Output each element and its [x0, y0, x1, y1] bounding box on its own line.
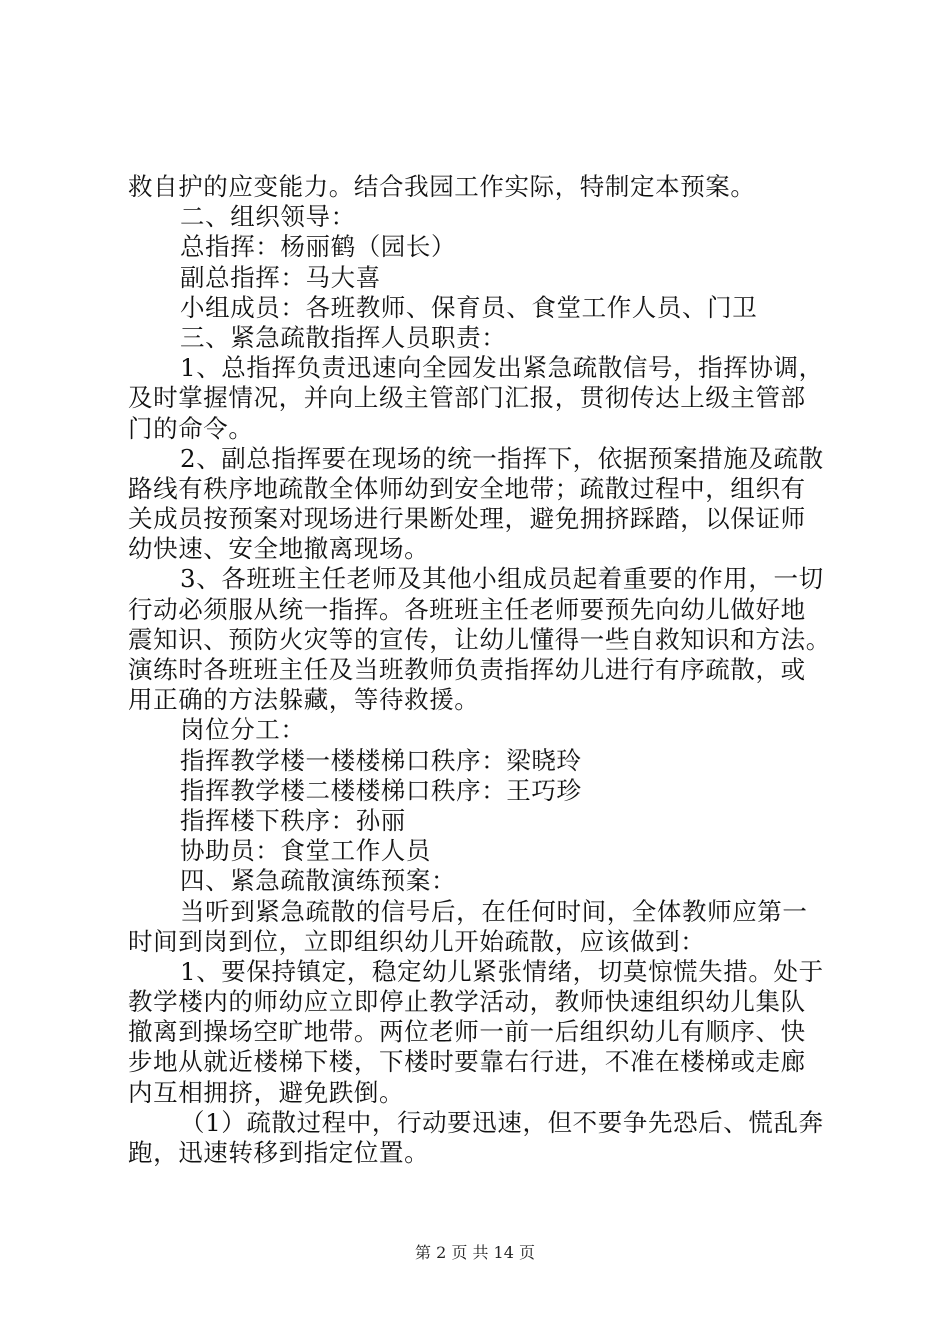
text-line: 小组成员：各班教师、保育员、食堂工作人员、门卫 — [180, 292, 758, 322]
text-line: 指挥楼下秩序：孙丽 — [180, 805, 406, 835]
text-line: 1、要保持镇定，稳定幼儿紧张情绪，切莫惊慌失措。处于 — [180, 956, 824, 986]
text-line: 路线有秩序地疏散全体师幼到安全地带；疏散过程中，组织有 — [128, 473, 806, 503]
text-line: 演练时各班班主任及当班教师负责指挥幼儿进行有序疏散，或 — [128, 655, 806, 684]
text-line: 及时掌握情况，并向上级主管部门汇报，贯彻传达上级主管部 — [128, 383, 806, 413]
page-number-footer: 第 2 页 共 14 页 — [415, 1243, 535, 1262]
text-line: 协助员：食堂工作人员 — [180, 836, 431, 866]
text-line: 跑，迅速转移到指定位置。 — [128, 1138, 430, 1167]
text-line: 撤离到操场空旷地带。两位老师一前一后组织幼儿有顺序、快 — [128, 1017, 806, 1047]
section-heading: 三、紧急疏散指挥人员职责： — [180, 322, 507, 352]
text-line: 关成员按预案对现场进行果断处理，避免拥挤踩踏，以保证师 — [128, 504, 806, 534]
text-line: 教学楼内的师幼应立即停止教学活动，教师快速组织幼儿集队 — [128, 987, 806, 1017]
text-line: 时间到岗到位，立即组织幼儿开始疏散，应该做到： — [128, 926, 706, 956]
text-line: 震知识、预防火灾等的宣传，让幼儿懂得一些自救知识和方法。 — [128, 624, 831, 654]
text-line: 行动必须服从统一指挥。各班班主任老师要预先向幼儿做好地 — [128, 594, 806, 624]
text-line: 3、各班班主任老师及其他小组成员起着重要的作用，一切 — [180, 564, 824, 594]
text-line: 用正确的方法躲藏，等待救援。 — [128, 685, 480, 715]
text-line: （1）疏散过程中，行动要迅速，但不要争先恐后、慌乱奔 — [180, 1107, 824, 1137]
section-heading: 岗位分工： — [180, 715, 306, 745]
text-line: 指挥教学楼一楼楼梯口秩序：梁晓玲 — [180, 745, 582, 775]
text-line: 2、副总指挥要在现场的统一指挥下，依据预案措施及疏散 — [180, 443, 824, 473]
text-line: 步地从就近楼梯下楼，下楼时要靠右行进，不准在楼梯或走廊 — [128, 1047, 806, 1077]
text-line: 总指挥：杨丽鹤（园长） — [180, 232, 457, 262]
text-line: 1、总指挥负责迅速向全园发出紧急疏散信号，指挥协调， — [180, 353, 824, 383]
text-line: 副总指挥：马大喜 — [180, 262, 381, 292]
document-body — [128, 172, 831, 1168]
text-line: 门的命令。 — [128, 413, 254, 443]
section-heading: 四、紧急疏散演练预案： — [180, 866, 457, 896]
text-line: 幼快速、安全地撤离现场。 — [128, 534, 430, 564]
text-line: 救自护的应变能力。结合我园工作实际，特制定本预案。 — [128, 172, 756, 201]
section-heading: 二、组织领导： — [180, 202, 356, 232]
text-line: 当听到紧急疏散的信号后，在任何时间，全体教师应第一 — [180, 896, 808, 926]
text-line: 指挥教学楼二楼楼梯口秩序：王巧珍 — [180, 775, 582, 805]
text-line: 内互相拥挤，避免跌倒。 — [128, 1077, 405, 1107]
